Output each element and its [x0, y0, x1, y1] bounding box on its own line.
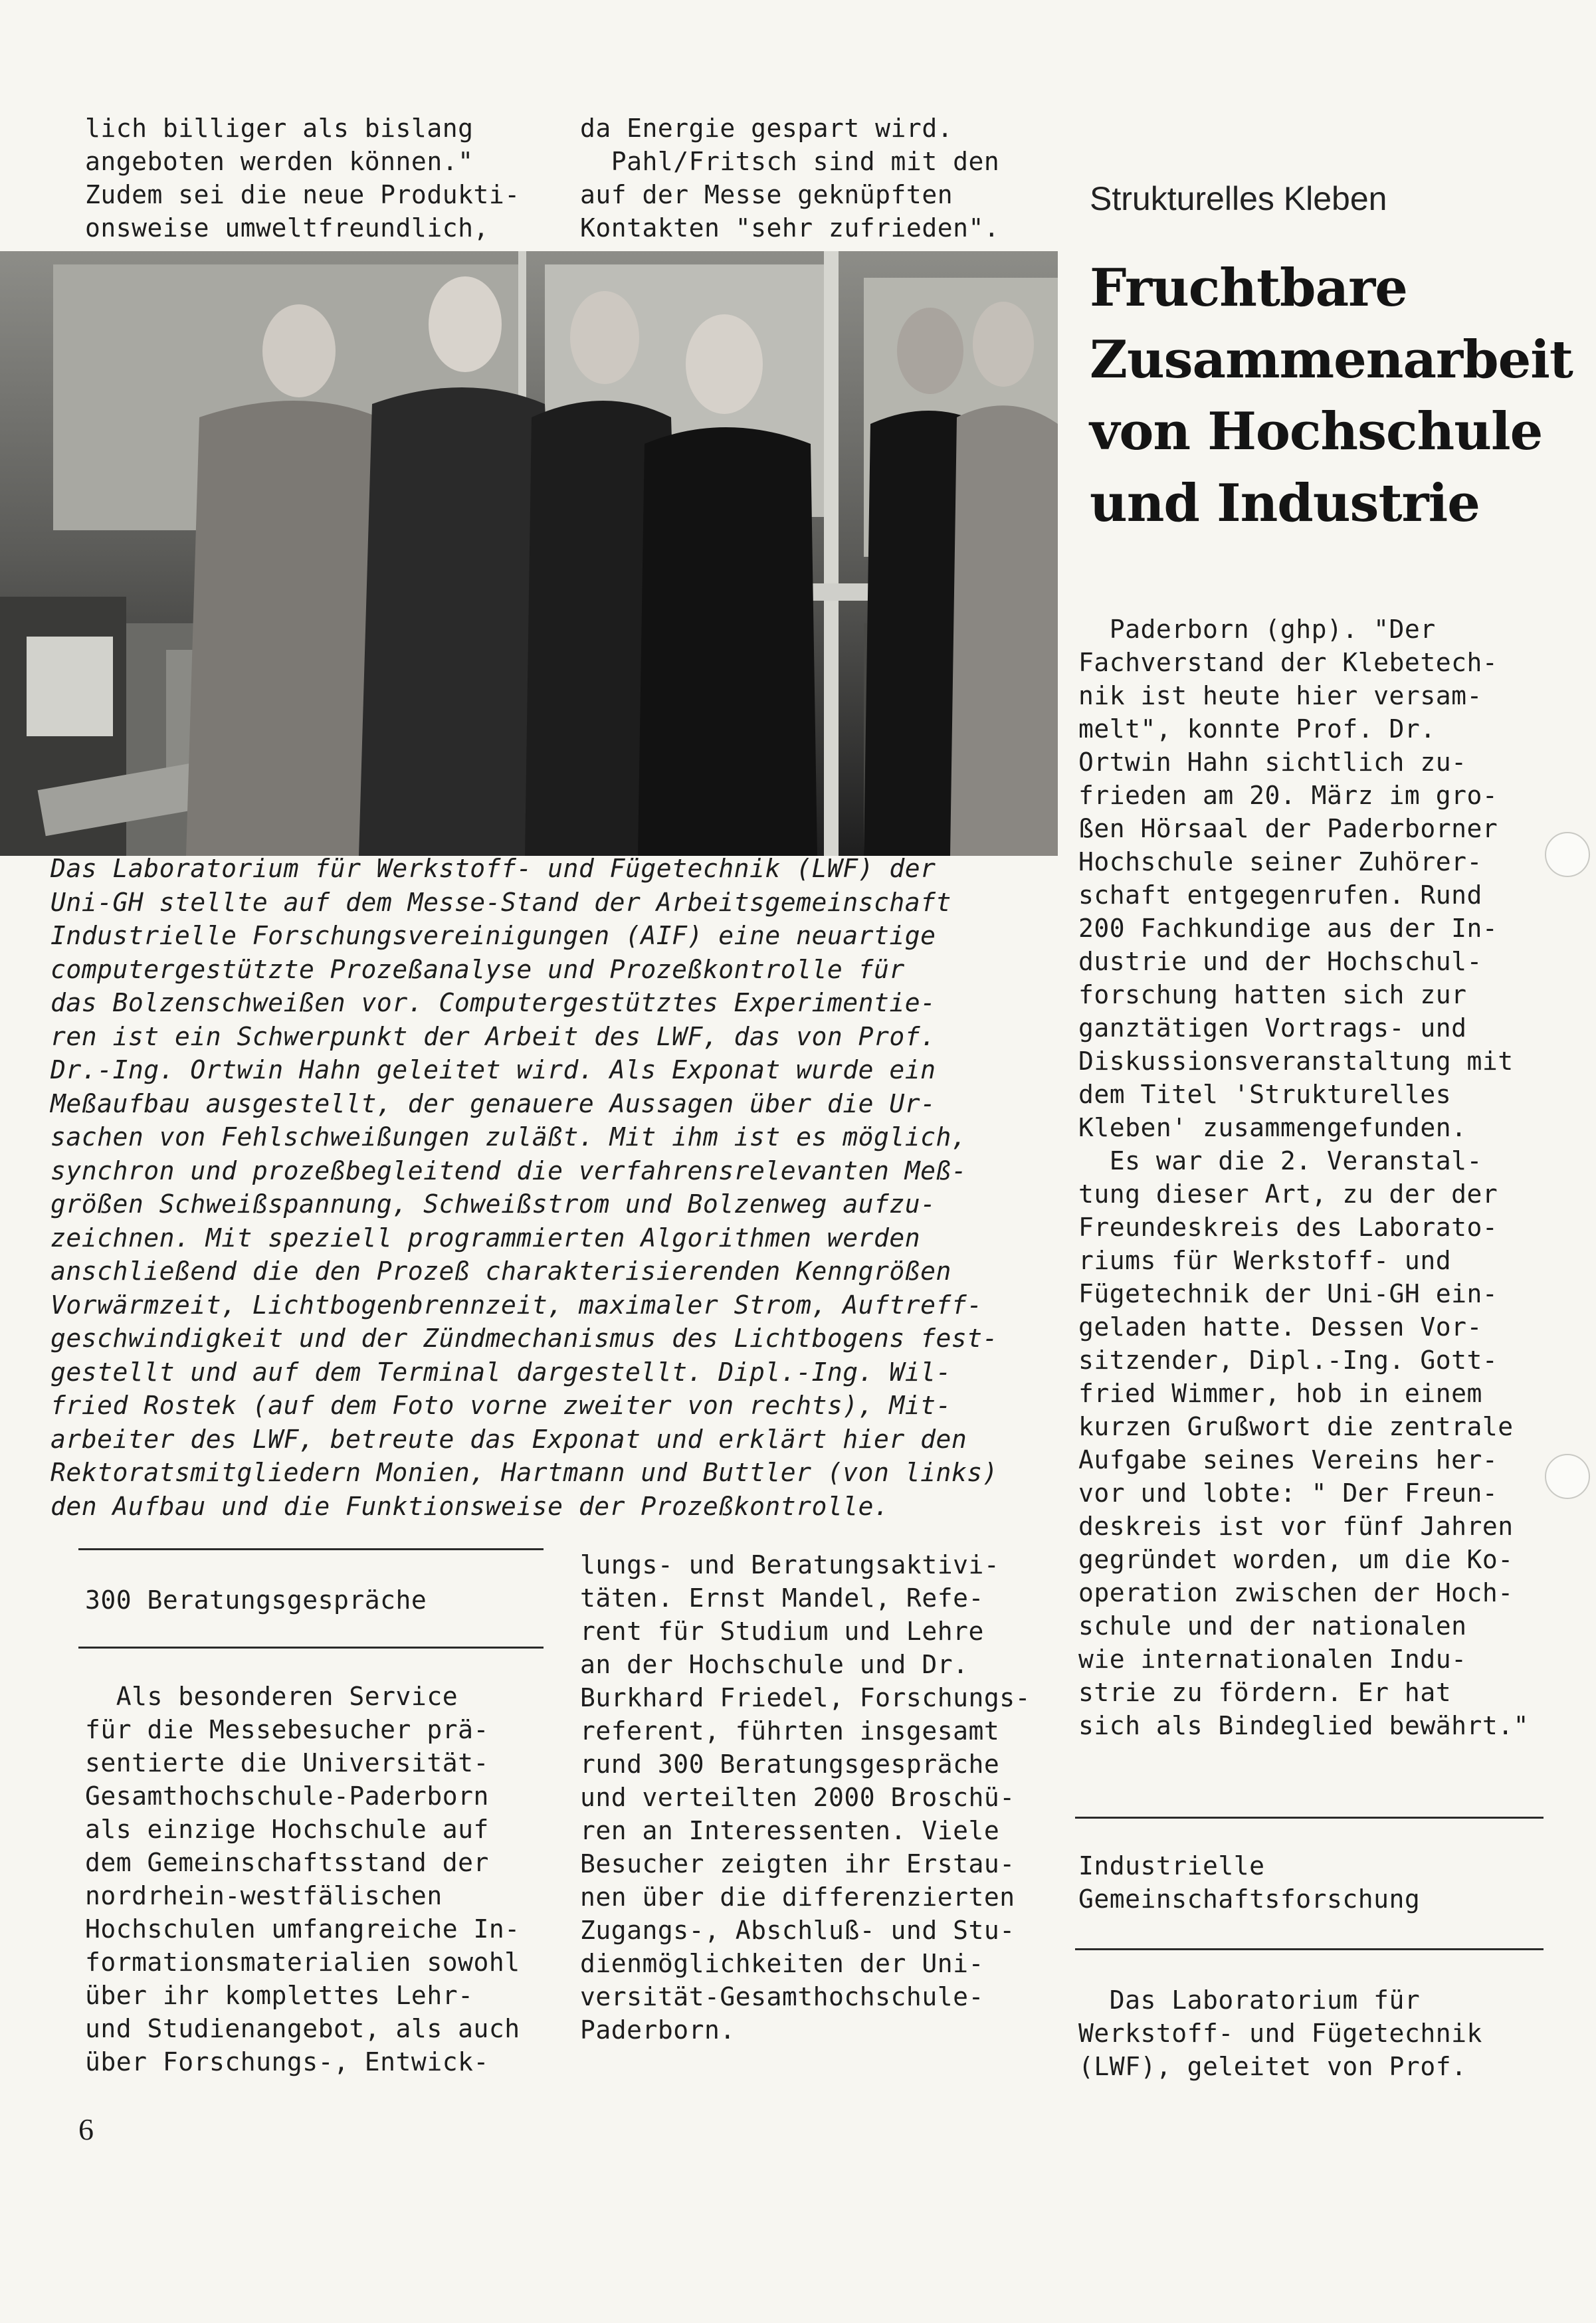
photo-graphic: [0, 251, 1058, 856]
section-heading: 300 Beratungsgespräche: [85, 1585, 427, 1615]
headline: Fruchtbare Zusammenarbeit von Hochschule und Industrie: [1090, 258, 1573, 534]
bottom-left-column: Als besonderen Service für die Messebesucher prä- sentierte die Universität- Gesamthochschule-Paderborn als einzige Hochschule auf dem Gemeinschaftsstand der nordrhein-westfälischen Hochschulen umfangreiche In- formationsmaterialien sowohl über ihr komplettes Lehr- und Studienangebot, als auch über Forschungs-, Entwick-: [85, 1682, 520, 2076]
rule-top-2: [1075, 1817, 1544, 1819]
rule-top: [78, 1548, 544, 1550]
kicker: Strukturelles Kleben: [1090, 180, 1387, 217]
punch-hole-bottom: [1545, 1454, 1590, 1499]
top-left-column: lich billiger als bislang angeboten werden können." Zudem sei die neue Produkti- onsweise umweltfreundlich,: [85, 114, 520, 243]
bottom-middle-column: lungs- und Beratungsaktivi- täten. Ernst Mandel, Refe- rent für Studium und Lehre an der Hochschule und Dr. Burkhard Friedel, Forschungs- referent, führten insgesamt rund 300 Beratungsgespräche und verteilten 2000 Broschü- ren an Interessenten. Viele Besucher zeigten ihr Erstau- nen über die differenzierten Zugangs-, Abschluß- und Stu- dienmöglichkeiten der Uni- versität-Gesamthochschule- Paderborn.: [580, 1550, 1031, 2045]
top-middle-column: da Energie gespart wird. Pahl/Fritsch sind mit den auf der Messe geknüpften Kontakten "sehr zufrieden".: [580, 114, 1000, 243]
photo-caption: Das Laboratorium für Werkstoff- und Fügetechnik (LWF) der Uni-GH stellte auf dem Messe-Stand der Arbeitsgemeinschaft Industrielle Forschungsvereinigungen (AIF) eine neuartige computergestützte Prozeßanalyse und Prozeßkontrolle für das Bolzenschweißen vor. Computergestütztes Experimentie- ren ist ein Schwerpunkt der Arbeit des LWF, das von Prof. Dr.-Ing. Ortwin Hahn geleitet wird. Als Exponat wurde ein Meßaufbau ausgestellt, der genauere Aussagen über die Ur- sachen von Fehlschweißungen zuläßt. Mit ihm ist es möglich, synchron und prozeßbegleitend die verfahrensrelevanten Meß- größen Schweißspannung, Schweißstrom und Bolzenweg aufzu- zeichnen. Mit speziell programmierten Algorithmen werden anschließend die den Prozeß charakterisierenden Kenngrößen Vorwärmzeit, Lichtbogenbrennzeit, maximaler Strom, Auftreff- geschwindigkeit und der Zündmechanismus des Lichtbogens fest- gestellt und auf dem Terminal dargestellt. Dipl.-Ing. Wil- fried Rostek (auf dem Foto vorne zweiter von rechts), Mit- arbeiter des LWF, betreute das Exponat und erklärt hier den Rektoratsmitgliedern Monien, Hartmann und Buttler (von links) den Aufbau und die Funktionsweise der Prozeßkontrolle.: [50, 854, 999, 1521]
photo: [0, 251, 1058, 856]
rule-bottom-2: [1075, 1948, 1544, 1950]
punch-hole-top: [1545, 832, 1590, 877]
section2-heading: Industrielle Gemeinschaftsforschung: [1078, 1851, 1421, 1914]
right-body-text: Paderborn (ghp). "Der Fachverstand der Klebetech- nik ist heute hier versam- melt", konnte Prof. Dr. Ortwin Hahn sichtlich zu- frieden am 20. März im gro- ßen Hörsaal der Paderborner Hochschule seiner Zuhörer- schaft entgegenrufen. Rund 200 Fachkundige aus der In- dustrie und der Hochschul- forschung hatten sich zur ganztätigen Vortrags- und Diskussionsveranstaltung mit dem Titel 'Strukturelles Kleben' zusammengefunden. Es war die 2. Veranstal- tung dieser Art, zu der der Freundeskreis des Laborato- riums für Werkstoff- und Fügetechnik der Uni-GH ein- geladen hatte. Dessen Vor- sitzender, Dipl.-Ing. Gott- fried Wimmer, hob in einem kurzen Grußwort die zentrale Aufgabe seines Vereins her- vor und lobte: " Der Freun- deskreis ist vor fünf Jahren gegründet worden, um die Ko- operation zwischen der Hoch- schule und der nationalen wie internationalen Indu- strie zu fördern. Er hat sich als Bindeglied bewährt.": [1078, 615, 1529, 1740]
rule-bottom: [78, 1647, 544, 1649]
bottom-right-column: Das Laboratorium für Werkstoff- und Fügetechnik (LWF), geleitet von Prof.: [1078, 1985, 1482, 2081]
page-number: 6: [78, 2112, 94, 2146]
